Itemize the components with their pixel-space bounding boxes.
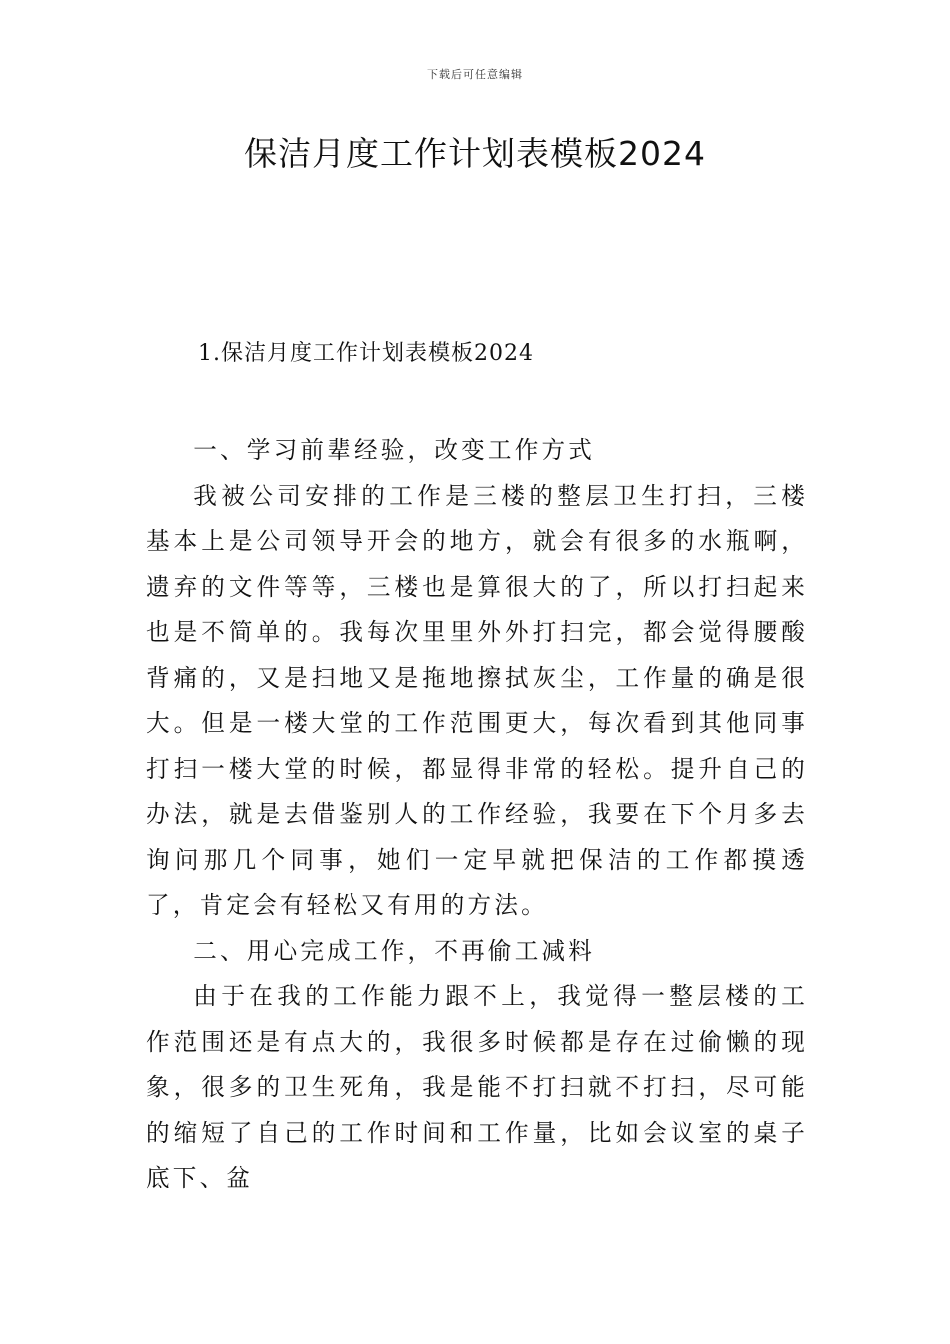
subheading-1: 一、学习前辈经验，改变工作方式 — [193, 436, 596, 464]
section-heading: 1.保洁月度工作计划表模板2024 — [198, 341, 534, 366]
header-note: 下载后可任意编辑 — [427, 68, 523, 81]
subheading-2: 二、用心完成工作，不再偷工减料 — [193, 936, 596, 965]
document-title: 保洁月度工作计划表模板2024 — [244, 134, 706, 173]
document-body — [146, 428, 808, 1202]
paragraph-2: 由于在我的工作能力跟不上，我觉得一整层楼的工作范围还是有点大的，我很多时候都是存在过偷懒的现象，很多的卫生死角，我是能不打扫就不打扫，尽可能的缩短了自己的工作时间和工作量，比如会议室的桌子底下、盆 — [146, 982, 808, 1192]
paragraph-1: 我被公司安排的工作是三楼的整层卫生打扫，三楼基本上是公司领导开会的地方，就会有很多的水瓶啊，遗弃的文件等等，三楼也是算很大的了，所以打扫起来也是不简单的。我每次里里外外打扫完，都会觉得腰酸背痛的，又是扫地又是拖地擦拭灰尘，工作量的确是很大。但是一楼大堂的工作范围更大，每次看到其他同事打扫一楼大堂的时候，都显得非常的轻松。提升自己的办法，就是去借鉴别人的工作经验，我要在下个月多去询问那几个同事，她们一定早就把保洁的工作都摸透了，肯定会有轻松又有用的方法。 — [146, 481, 808, 919]
